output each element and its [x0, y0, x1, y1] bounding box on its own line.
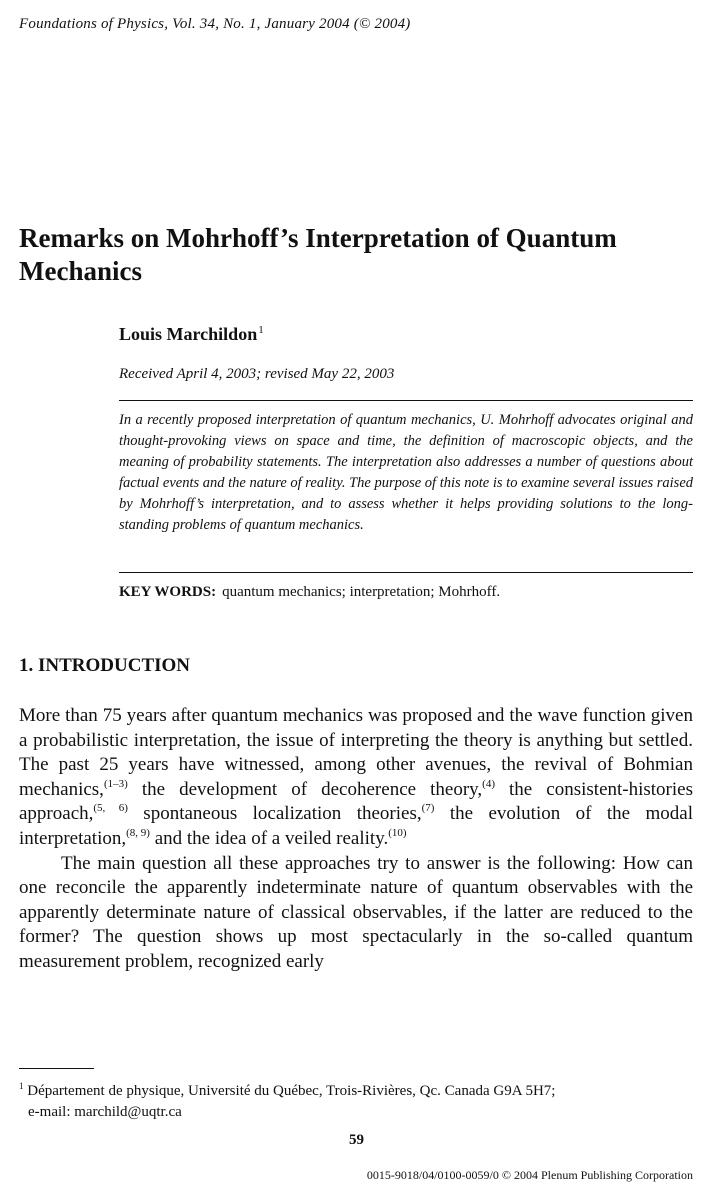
- keywords-text: quantum mechanics; interpretation; Mohrhoff.: [222, 584, 501, 600]
- page-number: 59: [349, 1132, 364, 1148]
- paper-title: Remarks on Mohrhoff’s Interpretation of Quantum Mechanics: [19, 223, 617, 286]
- author-line: [119, 324, 264, 345]
- citation-ref: (8, 9): [126, 826, 150, 839]
- received-dates: Received April 4, 2003; revised May 22, 2003: [119, 366, 395, 382]
- footnote-affiliation-line: [19, 1076, 693, 1102]
- citation-ref: (7): [421, 802, 435, 815]
- footnote-email: e-mail: marchild@uqtr.ca: [28, 1104, 182, 1120]
- paragraph-text: the evolution of the modal interpretation,: [19, 803, 693, 849]
- footnote-rule: [19, 1068, 94, 1069]
- copyright-line: 0015-9018/04/0100-0059/0 © 2004 Plenum Publishing Corporation: [366, 1168, 693, 1182]
- citation-ref: (10): [388, 826, 407, 839]
- paragraph-1: [19, 704, 693, 852]
- footnote-mark: 1: [19, 1081, 24, 1091]
- body-text: [19, 704, 693, 975]
- paragraph-text: and the idea of a veiled reality.: [149, 827, 389, 849]
- footnote: [19, 1076, 693, 1123]
- abstract-bottom-rule: [119, 572, 693, 573]
- author-footnote-mark: 1: [258, 324, 264, 336]
- footnote-affiliation: Département de physique, Université du Québec, Trois-Rivières, Qc. Canada G9A 5H7;: [27, 1083, 556, 1099]
- section-heading: 1. INTRODUCTION: [19, 655, 191, 676]
- paragraph-text: the consistent-histories approach,: [19, 778, 693, 825]
- keywords-label: KEY WORDS:: [119, 584, 217, 600]
- journal-header: Foundations of Physics, Vol. 34, No. 1, January 2004 (© 2004): [19, 16, 411, 32]
- paragraph-text: spontaneous localization theories,: [127, 803, 422, 825]
- citation-ref: (1–3): [103, 777, 128, 790]
- author-name: Louis Marchildon: [119, 324, 258, 344]
- paragraph-2: The main question all these approaches try to answer is the following: How can one reconcile the apparently indeterminate nature of quantum observables with the apparently determinate nature of classical observables, if the latter are reduced to the former? The question shows up most spectacularly in the so-called quantum measurement problem, recognized early: [19, 852, 693, 972]
- abstract: In a recently proposed interpretation of quantum mechanics, U. Mohrhoff advocates original and thought-provoking views on space and time, the definition of macroscopic objects, and the meaning of probability statements. The interpretation also addresses a number of questions about factual events and the nature of reality. The purpose of this note is to examine several issues raised by Mohrhoff’s interpretation, and to assess whether it helps providing solutions to the long-standing problems of quantum mechanics.: [119, 412, 694, 533]
- abstract-top-rule: [119, 400, 693, 401]
- keywords-line: [119, 584, 500, 601]
- citation-ref: (4): [482, 777, 495, 790]
- citation-ref: (5, 6): [93, 802, 128, 815]
- paragraph-text: the development of decoherence theory,: [127, 778, 483, 800]
- paragraph-text: More than 75 years after quantum mechanics was proposed and the wave function given a probabilistic interpretation, the issue of interpreting the theory is anything but settled. The past 25 years have witnessed, among other avenues, the revival of Bohmian mechanics,: [19, 705, 693, 800]
